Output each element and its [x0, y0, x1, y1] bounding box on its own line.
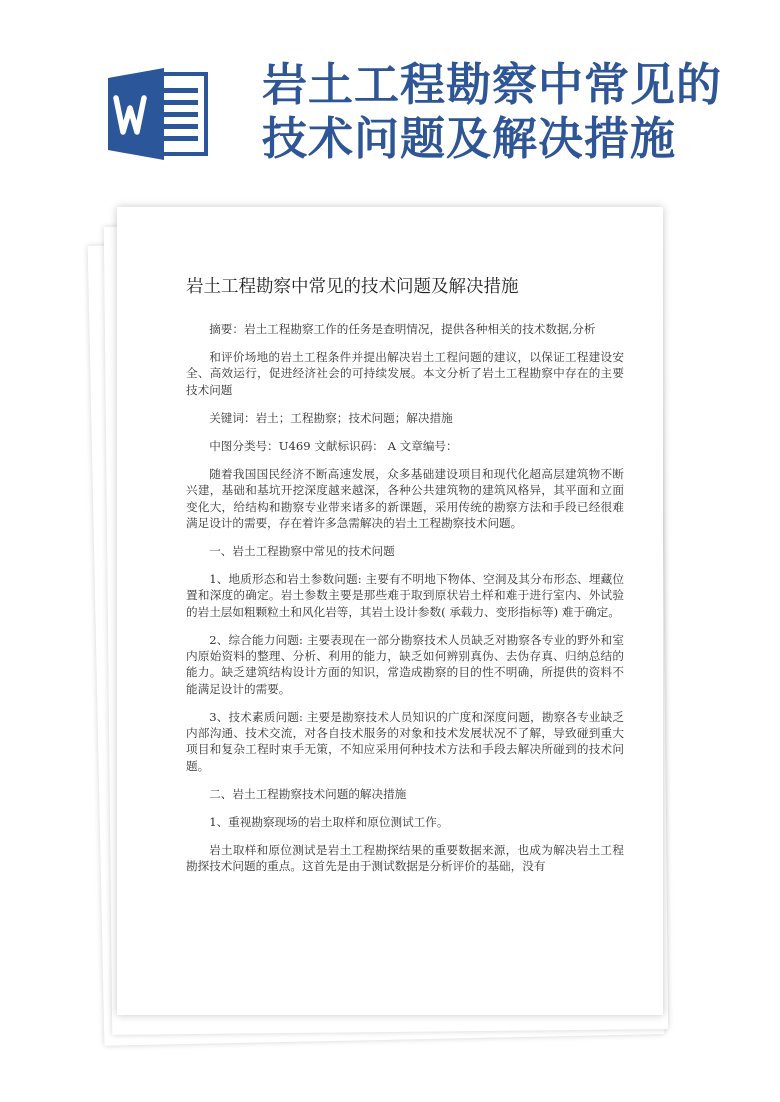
paragraph-sampling: 岩土取样和原位测试是岩土工程勘探结果的重要数据来源，也成为解决岩土工程勘探技术问题的重点。这首先是由于测试数据是分析评价的基础，没有 — [186, 842, 624, 874]
document-title: 岩土工程勘察中常见的技术问题及解决措施 — [186, 277, 519, 297]
paragraph-abstract: 摘要：岩土工程勘察工作的任务是查明情况，提供各种相关的技术数据,分析 — [209, 322, 596, 336]
paragraph-abstract-continued: 和评价场地的岩土工程条件并提出解决岩土工程问题的建议，以保证工程建设安全、高效运行，促进经济社会的可持续发展。本文分析了岩土工程勘察中存在的主要技术问题 — [186, 350, 624, 397]
paragraph-keywords: 关键词：岩土；工程勘察；技术问题；解决措施 — [209, 410, 453, 425]
paragraph-item-2: 2、综合能力问题: 主要表现在一部分勘察技术人员缺乏对勘察各专业的野外和室内原始资料的整理、分析、利用的能力，缺乏如何辨别真伪、去伪存真、归纳总结的能力。缺乏建筑结构设计方面的知识，常造成勘察的目的性不明确，所提供的资料不能满足设计的需要。 — [186, 632, 624, 696]
paragraph-item-3: 3、技术素质问题: 主要是勘察技术人员知识的广度和深度问题，勘察各专业缺乏内部沟通、技术交流，对各自技术服务的对象和技术发展状况不了解，导致碰到重大项目和复杂工程时束手无策，不知应采用何种技术方法和手段去解决所碰到的技术问题。 — [186, 709, 624, 773]
banner-title — [262, 58, 762, 166]
paragraph-classification: 中图分类号：U469 文献标识码： A 文章编号： — [209, 438, 458, 453]
section-heading-2: 二、岩土工程勘察技术问题的解决措施 — [209, 786, 407, 801]
banner-title-line2: 技术问题及解决措施 — [262, 112, 677, 165]
document-body — [186, 321, 624, 874]
paragraph-item-1: 1、地质形态和岩土参数问题: 主要有不明地下物体、空洞及其分布形态、埋藏位置和深度的确定。岩土参数主要是那些难于取到原状岩土样和难于进行室内、外试验的岩土层如粗颗粒土和风化岩等，其岩土设计参数( 承载力、变形指标等) 难于确定。 — [186, 572, 624, 619]
banner-title-line1: 岩土工程勘察中常见的 — [262, 58, 723, 111]
subsection-heading-1: 1、重视勘察现场的岩土取样和原位测试工作。 — [209, 814, 449, 829]
paragraph-intro: 随着我国国民经济不断高速发展，众多基础建设项目和现代化超高层建筑物不断兴建，基础和基坑开挖深度越来越深，各种公共建筑物的建筑风格异，其平面和立面变化大，给结构和勘察专业带来诸多的新课题，采用传统的勘察方法和手段已经很难满足设计的需要，存在着许多急需解决的岩土工程勘察技术问题。 — [186, 466, 624, 530]
word-document-icon — [108, 68, 208, 160]
section-heading-1: 一、岩土工程勘察中常见的技术问题 — [209, 543, 395, 558]
